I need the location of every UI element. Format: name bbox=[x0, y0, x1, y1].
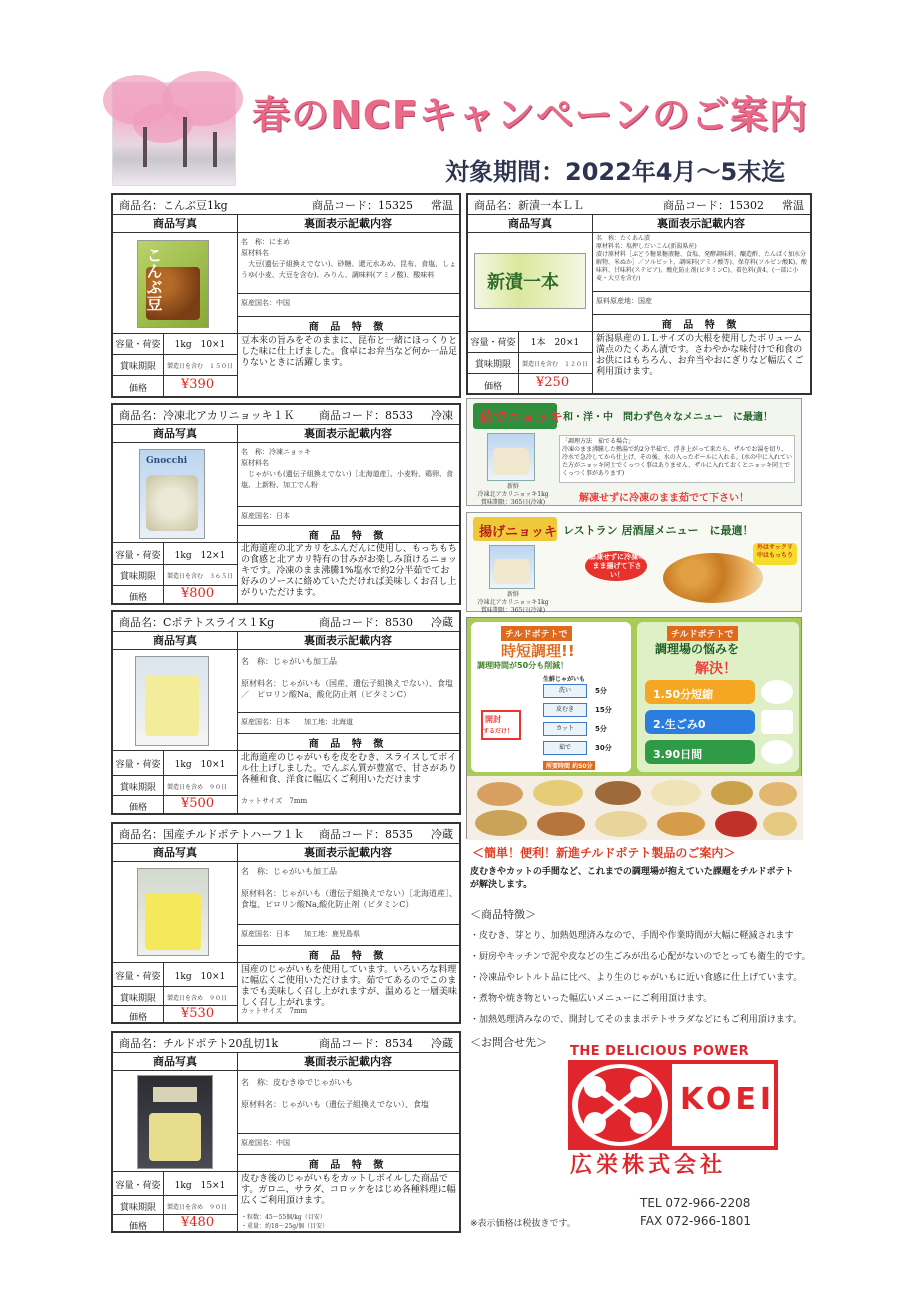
label-content: 名 称：冷凍ニョッキ 原材料名 じゃがいも(遺伝子組換えでない)［北海道産］、小麦粉、鶏卵、食塩、上新粉、加工でん粉 bbox=[241, 448, 453, 489]
product-name: 商品名：冷凍北アカリニョッキ１Ｋ bbox=[119, 408, 295, 422]
flow-step-time: 5分 bbox=[595, 725, 607, 733]
product-name: 商品名：こんぶ豆1kg bbox=[119, 198, 228, 212]
flow-step: 洗い bbox=[543, 684, 587, 698]
product-photo: Gnocchi bbox=[139, 449, 205, 539]
contact-heading: ＜お問合せ先＞ bbox=[470, 1036, 547, 1049]
qty-label: 容量・荷姿 bbox=[115, 551, 161, 561]
chilled-section-title: ＜簡単！便利！新進チルドポテト製品のご案内＞ bbox=[472, 846, 736, 860]
boiled-gnocchi-banner bbox=[466, 398, 802, 506]
tax-footnote: ※表示価格は税抜きです。 bbox=[470, 1219, 576, 1229]
photo-header: 商品写真 bbox=[113, 1053, 237, 1071]
qty-label: 容量・荷姿 bbox=[115, 1181, 161, 1191]
price-label: 価格 bbox=[483, 382, 502, 392]
origin: 原産国名：日本 bbox=[241, 512, 290, 520]
feature-header: 商 品 特 徴 bbox=[308, 322, 388, 333]
feature-item: ・厨房やキッチンで泥や皮などの生ごみが出る心配がないのでとっても衛生的です。 bbox=[470, 952, 811, 962]
qty-label: 容量・荷姿 bbox=[115, 972, 161, 982]
flow-step: 皮むき bbox=[543, 703, 587, 717]
fried-tag: 揚げニョッキ bbox=[479, 525, 558, 540]
expiry-value: 製造日を含む １５０日 bbox=[167, 363, 234, 370]
product-card-potato-cut bbox=[111, 1031, 461, 1233]
company-name: 広栄株式会社 bbox=[570, 1153, 727, 1178]
feature-item: ・加熱処理済みなので、開封してそのままポテトサラダなどにもご利用頂けます。 bbox=[470, 1015, 803, 1025]
benefit-2: 2.生ごみ0 bbox=[653, 718, 706, 731]
qty-value: 1本 20×1 bbox=[530, 338, 580, 348]
left-headline: 時短調理!! bbox=[501, 642, 575, 660]
koei-wordmark: KOEI bbox=[680, 1082, 776, 1117]
photo-header: 商品写真 bbox=[113, 632, 237, 650]
product-name: 商品名：国産チルドポテトハーフ１ｋ bbox=[119, 827, 305, 841]
flow-step-time: 5分 bbox=[595, 687, 607, 695]
expiry-value: 製造日を含め ９０日 bbox=[167, 1204, 228, 1211]
qty-label: 容量・荷姿 bbox=[115, 760, 161, 770]
feature-header: 商 品 特 徴 bbox=[308, 531, 388, 542]
expiry-label: 賞味期限 bbox=[119, 783, 156, 793]
feature-header: 商 品 特 徴 bbox=[308, 739, 388, 750]
koei-logo bbox=[568, 1060, 778, 1150]
label-content: 名 称：たくあん漬 原材料名：塩押しだいこん(新潟県産) 漬け原材料［ぶどう糖果糖液糖、食塩、発酵調味料、醸造酢、たんぱく加水分解物、米ぬか］／ソルビット、調味料(アミノ酸等)、保存料(ソルビン酸K)、酸味料、甘味料(ステビア)、酸化防止剤(ビタミンC)、着色料(黄4、(一部に小麦・大豆を含む) bbox=[596, 235, 808, 282]
total-time: 所要時間 約50分 bbox=[543, 761, 595, 770]
product-code: 商品コード：8534 bbox=[319, 1036, 413, 1050]
right-headline: 調理場の悩みを bbox=[655, 642, 740, 656]
open-label-2: するだけ！ bbox=[483, 728, 514, 735]
label-content: 名 称：じゃがいも加工品 原材料名：じゃがいも（遺伝子組換えでない）［北海道産］、食塩、ピロリン酸Na,酸化防止剤（ビタミンC） bbox=[241, 867, 457, 909]
feature-text: 北海道産のじゃがいもを皮をむき、スライスしてボイル仕上げしました。でんぷん質が豊富で、甘さがあり各種和食、洋食に幅広くご利用いただけます bbox=[241, 753, 457, 785]
product-card-konbu-mame bbox=[111, 193, 461, 398]
qty-label: 容量・荷姿 bbox=[115, 340, 161, 350]
right-headline-2: 解決！ bbox=[695, 661, 737, 677]
price-value: ¥530 bbox=[181, 1006, 215, 1021]
feature-text: 皮むき後のじゃがいもをカットしボイルした商品です。ガロニ、サラダ、コロッケをはじめ各種料理に幅広くご利用頂けます。 bbox=[241, 1174, 456, 1206]
product-code: 商品コード：15325 bbox=[312, 198, 413, 212]
fried-note: 解凍せずに冷凍のまま揚げて下さい！ bbox=[589, 553, 645, 579]
expiry-value: 製造日を含め ９０日 bbox=[167, 995, 228, 1002]
expiry-label: 賞味期限 bbox=[119, 994, 156, 1004]
company-fax: FAX 072-966-1801 bbox=[640, 1214, 752, 1228]
price-value: ¥480 bbox=[181, 1215, 215, 1230]
price-label: 価格 bbox=[128, 593, 147, 603]
product-name: 商品名：新漬一本ＬＬ bbox=[474, 198, 584, 212]
feature-item: ・冷凍品やレトルト品に比べ、より生のじゃがいもに近い食感に仕上げています。 bbox=[470, 973, 803, 983]
flow-step: 茹で bbox=[543, 741, 587, 755]
product-card-potato-half bbox=[111, 822, 461, 1024]
feature-text: 新潟県産のＬＬサイズの大根を使用したボリューム満点のたくあん漬です。さわやかな味付けで和食のお供にはもちろん、お弁当やおにぎりなど幅広くご利用頂けます。 bbox=[596, 334, 804, 377]
storage-type: 冷蔵 bbox=[431, 615, 453, 629]
flow-step-time: 30分 bbox=[595, 744, 612, 752]
left-tag: チルドポテトで bbox=[501, 626, 572, 641]
page-title: 春のNCFキャンペーンのご案内 bbox=[252, 93, 808, 137]
product-code: 商品コード：8533 bbox=[319, 408, 413, 422]
label-header: 裏面表示記載内容 bbox=[592, 215, 810, 233]
qty-value: 1kg 10×1 bbox=[174, 972, 226, 982]
photo-header: 商品写真 bbox=[468, 215, 592, 233]
right-tag: チルドポテトで bbox=[667, 626, 738, 641]
qty-value: 1kg 15×1 bbox=[174, 1181, 226, 1191]
product-card-potato-slice bbox=[111, 610, 461, 815]
label-content: 名 称：にまめ 原材料名 大豆(遺伝子組換えでない)、砂糖、還元水あめ、昆布、食塩、しょうゆ(小麦、大豆を含む)、みりん、調味料(アミノ酸)、酸味料 bbox=[241, 238, 457, 279]
benefit-1: 1.50分短縮 bbox=[653, 688, 714, 701]
benefit-3: 3.90日間 bbox=[653, 748, 703, 761]
origin: 原産国名：日本 加工地：鹿児島県 bbox=[241, 930, 360, 938]
label-header: 裏面表示記載内容 bbox=[237, 844, 459, 862]
price-value: ¥250 bbox=[536, 375, 570, 390]
product-photo bbox=[137, 1075, 213, 1169]
qty-value: 1kg 10×1 bbox=[174, 340, 226, 350]
product-card-shinzuke bbox=[466, 193, 812, 395]
cherry-blossom-image bbox=[112, 82, 236, 186]
features-heading: ＜商品特徴＞ bbox=[470, 908, 536, 921]
fried-gnocchi-photo bbox=[663, 553, 763, 603]
expiry-label: 賞味期限 bbox=[119, 1203, 156, 1213]
storage-type: 冷蔵 bbox=[431, 1036, 453, 1050]
price-value: ¥800 bbox=[181, 586, 215, 601]
product-code: 商品コード：8530 bbox=[319, 615, 413, 629]
product-card-gnocchi bbox=[111, 403, 461, 605]
boiled-tag: 茹でニョッキ bbox=[479, 410, 563, 426]
price-label: 価格 bbox=[128, 1013, 147, 1023]
storage-type: 常温 bbox=[431, 198, 453, 212]
label-content: 名 称：皮むきゆでじゃがいも 原材料名：じゃがいも（遺伝子組換えでない）、食塩 bbox=[241, 1078, 429, 1109]
chilled-potato-graphic bbox=[466, 617, 802, 839]
fried-badge: 外はサックリ中はもっちり bbox=[756, 544, 793, 559]
origin: 原産国名：日本 加工地：北海道 bbox=[241, 718, 353, 726]
product-code: 商品コード：8535 bbox=[319, 827, 413, 841]
boiled-instructions: 「調理方法 茹でる場合」 冷凍のまま沸騰した熱湯で約2分半茹で、浮き上がって来たら、ザルでお湯を切り、冷水で急冷してから仕上げ、その後、水の入ったボールに入れる。(水の中に入れていた方がニョッキ同士でくっつく事はありません、ザルに入れておくとニョッキ同士でくっつく事があります) bbox=[559, 435, 795, 483]
feature-header: 商 品 特 徴 bbox=[308, 951, 388, 962]
product-photo: 新漬一本 bbox=[474, 253, 586, 309]
fried-subtitle: レストラン 居酒屋メニュー に最適！ bbox=[563, 524, 754, 537]
expiry-label: 賞味期限 bbox=[119, 572, 156, 582]
label-header: 裏面表示記載内容 bbox=[237, 1053, 459, 1071]
qty-value: 1kg 10×1 bbox=[174, 760, 226, 770]
product-photo: こんぶ豆 bbox=[137, 240, 209, 328]
expiry-label: 賞味期限 bbox=[474, 360, 511, 370]
origin: 原産国名：中国 bbox=[241, 299, 290, 307]
price-label: 価格 bbox=[128, 384, 147, 394]
piece-weight: ・重量：約18～25g/個（目安） bbox=[241, 1223, 329, 1230]
gnocchi-bag-image bbox=[489, 545, 535, 589]
origin: 原産国名：中国 bbox=[241, 1139, 290, 1147]
flow-step-time: 15分 bbox=[595, 706, 612, 714]
expiry-value: 製造日を含む ３６５日 bbox=[167, 573, 234, 580]
price-value: ¥500 bbox=[181, 796, 215, 811]
expiry-value: 製造日を含め ９０日 bbox=[167, 784, 228, 791]
photo-header: 商品写真 bbox=[113, 215, 237, 233]
company-tel: TEL 072-966-2208 bbox=[640, 1196, 751, 1210]
feature-header: 商 品 特 徴 bbox=[308, 1160, 388, 1171]
feature-text: 豆本来の旨みをそのままに、昆布と一緒にほっくりとした味に仕上げました。食卓にお弁当など何か一品足りないときに活躍します。 bbox=[241, 336, 458, 368]
bag-caption: 新鮮 冷凍北アカリニョッキ1kg 賞味期限：365日(冷凍) bbox=[477, 483, 549, 506]
label-content: 名 称：じゃがいも加工品 原材料名：じゃがいも（国産、遺伝子組換えでない）、食塩 ／ ピロリン酸Na、酸化防止剤（ビタミンC） bbox=[241, 657, 453, 699]
product-code: 商品コード：15302 bbox=[663, 198, 764, 212]
feature-text: 北海道産の北アカリをふんだんに使用し、もっちもちの食感と北アカリ特有の甘みがお楽しみ頂けるニョッキです。冷凍のまま沸騰1%塩水で約2分半茹でてお好みのソースに絡めていただければ美味しくお召し上がりいただけます。 bbox=[241, 544, 457, 598]
feature-text: 国産のじゃがいもを使用しています。いろいろな料理に幅広くご使用いただけます。茹でてあるのでこのままでも美味しく召し上がれますが、温めると一層美味しく召し上がれます。 bbox=[241, 965, 458, 1008]
price-label: 価格 bbox=[128, 1222, 147, 1232]
cut-size: カットサイズ 7mm bbox=[241, 797, 308, 805]
piece-count: ・粒数：45～55個/kg（目安） bbox=[241, 1214, 326, 1221]
product-photo bbox=[137, 868, 209, 956]
product-name: 商品名：チルドポテト20乱切1k bbox=[119, 1036, 279, 1050]
price-value: ¥390 bbox=[181, 377, 215, 392]
feature-item: ・皮むき、芽とり、加熱処理済みなので、手間や作業時間が大幅に軽減されます bbox=[470, 931, 794, 941]
label-header: 裏面表示記載内容 bbox=[237, 425, 459, 443]
cut-size: カットサイズ 7mm bbox=[241, 1007, 308, 1015]
bag-caption: 新鮮 冷凍北アカリニョッキ1kg 賞味期限：365日(冷凍) bbox=[477, 591, 549, 614]
left-subline: 調理時間が50分も削減！ bbox=[477, 661, 569, 670]
price-label: 価格 bbox=[128, 803, 147, 813]
label-header: 裏面表示記載内容 bbox=[237, 215, 459, 233]
storage-type: 常温 bbox=[782, 198, 804, 212]
qty-value: 1kg 12×1 bbox=[174, 551, 226, 561]
label-header: 裏面表示記載内容 bbox=[237, 632, 459, 650]
storage-type: 冷蔵 bbox=[431, 827, 453, 841]
fried-gnocchi-banner bbox=[466, 512, 802, 612]
flow-step: カット bbox=[543, 722, 587, 736]
feature-item: ・煮物や焼き物といった幅広いメニューにご利用頂けます。 bbox=[470, 994, 713, 1004]
open-label: 開封 bbox=[485, 715, 501, 724]
boiled-footer: 解凍せずに冷凍のまま茹でて下さい！ bbox=[579, 493, 749, 504]
product-name: 商品名：Cポテトスライス１Kg bbox=[119, 615, 275, 629]
expiry-value: 製造日を含む １２０日 bbox=[522, 361, 589, 368]
photo-header: 商品写真 bbox=[113, 844, 237, 862]
company-slogan: THE DELICIOUS POWER bbox=[570, 1044, 750, 1059]
product-photo bbox=[135, 656, 209, 746]
chilled-description: 皮むきやカットの手間など、これまでの調理場が抱えていた課題をチルドポテトが解決します。 bbox=[470, 867, 794, 890]
feature-header: 商 品 特 徴 bbox=[661, 320, 741, 331]
boiled-subtitle: 和・洋・中 問わず色々なメニュー に最適！ bbox=[563, 412, 773, 423]
storage-type: 冷凍 bbox=[431, 408, 453, 422]
campaign-period: 対象期間：2022年4月～5末迄 bbox=[445, 158, 786, 186]
photo-header: 商品写真 bbox=[113, 425, 237, 443]
fresh-potato-label: 生鮮じゃがいも bbox=[543, 676, 586, 683]
expiry-label: 賞味期限 bbox=[119, 362, 156, 372]
gnocchi-bag-image bbox=[487, 433, 535, 481]
qty-label: 容量・荷姿 bbox=[470, 338, 516, 348]
origin: 原料原産地：国産 bbox=[596, 297, 652, 305]
